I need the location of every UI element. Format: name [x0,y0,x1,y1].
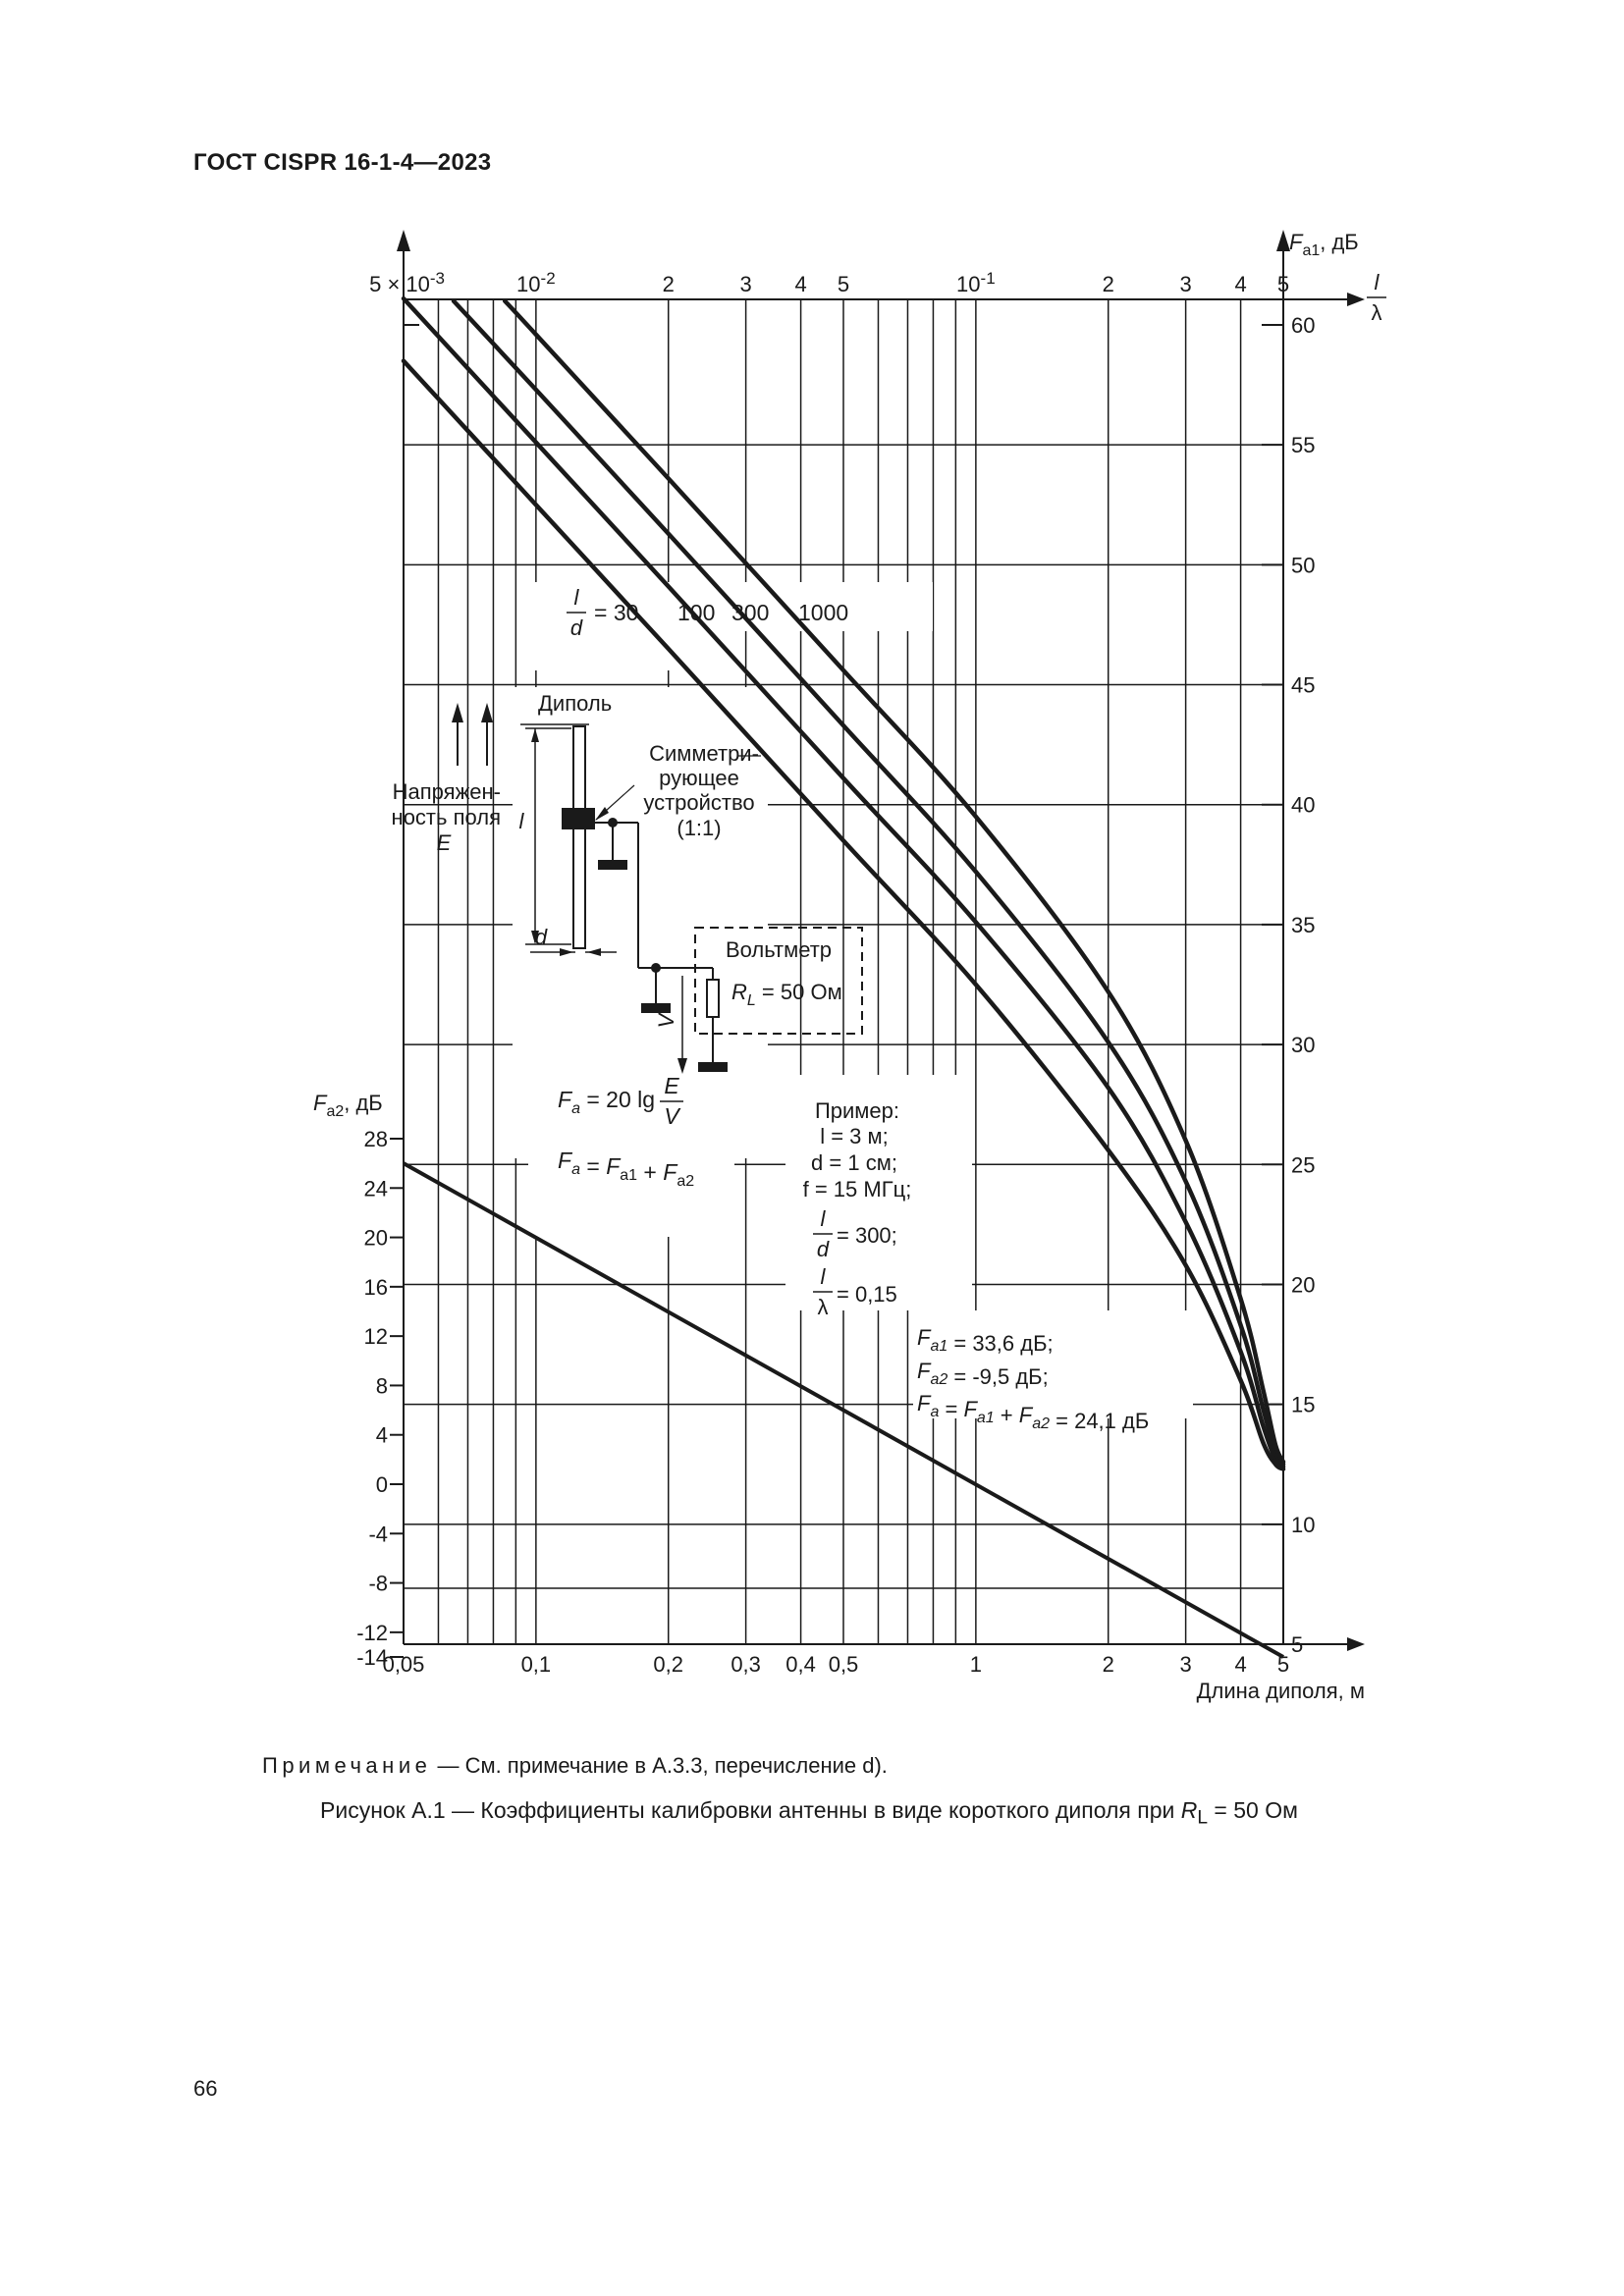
top-tick-label: 3 [1179,272,1192,296]
ticks-layer [313,230,1386,1703]
left-tick-label: 0 [375,1472,388,1497]
caption-sub: L [1197,1807,1209,1829]
formula-1-lhs: $F_a = 20$ lg [558,1087,656,1117]
formula-1-num: E [664,1073,679,1098]
right-tick-label: 55 [1291,433,1316,458]
right-axis-arrowhead [1276,230,1290,251]
left-tick-label: 24 [363,1176,388,1201]
left-tick-label: 4 [375,1422,388,1448]
example-d: d = 1 см; [811,1150,897,1175]
example-ld-value: = 300; [837,1223,897,1248]
top-tick-label: $10^{-2}$ [516,269,556,296]
length-label: l [518,809,524,833]
v-label: V [654,1013,678,1029]
left-tick-label: 12 [363,1324,388,1350]
formula-2: $F_a = F_{a1} + F_{a2}$ [558,1148,695,1190]
top-tick-label: 4 [1234,272,1247,296]
note-text: — См. примечание в А.3.3, перечисление d). [431,1753,888,1778]
top-tick-label: $10^{-1}$ [956,269,996,296]
balun-label-3: устройство [643,790,755,815]
example-ld-num: l [820,1206,826,1231]
balun-ground [598,860,627,870]
right-axis-label: $F_{a1}$, дБ [1289,230,1359,259]
ld-value-1: 100 [677,600,716,625]
bottom-tick-label: 3 [1179,1652,1192,1677]
figure-caption [320,1797,1298,1830]
field-label-1: Напряжен- [392,779,501,804]
top-axis-arrowhead [1347,293,1365,306]
bottom-tick-label: 0,3 [731,1652,761,1677]
balun-label-4: (1:1) [677,816,722,840]
rl-label: $R_L = 50$ Ом [731,980,842,1009]
field-label-2: ность поля [391,805,501,829]
left-tick-label: 20 [363,1225,388,1251]
result-fa1: $F_{a1} = 33,6$ дБ; [917,1325,1054,1356]
top-axis-quantity-den: λ [1371,300,1382,325]
example-ld-den: d [816,1237,830,1261]
label-backdrop [530,582,677,670]
top-tick-label: 5 [1276,272,1290,296]
field-arrowhead-2 [481,703,493,722]
top-tick-label: 2 [662,272,675,296]
right-tick-label: 60 [1291,313,1316,338]
page-number: 66 [193,2076,218,2101]
right-tick-label: 15 [1291,1392,1316,1417]
example-llambda-num: l [820,1264,826,1289]
document-header: ГОСТ CISPR 16-1-4—2023 [193,149,492,176]
bottom-tick-label: 4 [1234,1652,1247,1677]
right-tick-label: 45 [1291,672,1316,698]
left-axis-arrowhead [397,230,410,251]
example-llambda-den: λ [817,1295,829,1319]
resistor [707,980,719,1017]
right-tick-label: 30 [1291,1033,1316,1058]
right-tick-label: 50 [1291,553,1316,578]
top-tick-label: 4 [794,272,807,296]
left-tick-label: 16 [363,1274,388,1300]
bottom-tick-label: 2 [1102,1652,1114,1677]
left-tick-label: -14 [356,1645,388,1670]
top-tick-label: $5 \times 10^{-3}$ [369,269,445,296]
balun-label-2: рующее [659,766,739,790]
left-tick-label: -12 [356,1620,388,1645]
result-fa: $F_a = F_{a1} + F_{a2} = 24,1$ дБ [917,1391,1150,1433]
bottom-tick-label: 1 [969,1652,982,1677]
figure-note [262,1753,888,1779]
top-axis-quantity-num: l [1374,270,1380,294]
right-tick-label: 40 [1291,792,1316,818]
ld-value-2: 300 [731,600,770,625]
right-tick-label: 35 [1291,912,1316,937]
caption-text: Рисунок А.1 — Коэффициенты калибровки антенны в виде короткого диполя при [320,1797,1181,1823]
diameter-label: d [534,925,548,949]
right-tick-label: 5 [1291,1632,1304,1657]
left-tick-label: -4 [368,1522,388,1547]
caption-tail: = 50 Ом [1208,1797,1298,1823]
left-tick-label: 28 [363,1127,388,1151]
example-title: Пример: [814,1098,900,1123]
example-l: l = 3 м; [820,1124,889,1148]
field-arrowhead-1 [452,703,463,722]
bottom-tick-label: 0,05 [382,1652,425,1677]
right-tick-label: 25 [1291,1152,1316,1178]
voltmeter-ground-left [641,1003,671,1013]
bottom-tick-label: 0,5 [828,1652,859,1677]
bottom-tick-label: 0,4 [785,1652,816,1677]
bottom-tick-label: 0,1 [520,1652,552,1677]
example-llambda-value: = 0,15 [837,1282,897,1307]
example-f: f = 15 МГц; [802,1177,912,1201]
balun-label-1: Симметри- [649,741,759,766]
left-tick-label: 8 [375,1373,388,1399]
voltmeter-label: Вольтметр [725,937,833,962]
right-tick-label: 10 [1291,1512,1316,1537]
top-tick-label: 5 [837,272,850,296]
note-label: Примечание [262,1753,432,1778]
bottom-tick-label: 0,2 [653,1652,684,1677]
right-tick-label: 20 [1291,1272,1316,1298]
bottom-axis-arrowhead [1347,1637,1365,1651]
bottom-axis-label: Длина диполя, м [1196,1679,1365,1703]
left-axis-label: $F_{a2}$, дБ [313,1091,383,1120]
field-var: E [436,830,452,855]
ld-label-num: l [573,585,579,610]
top-tick-label: 2 [1102,272,1114,296]
balun-block [562,808,595,829]
left-tick-label: -8 [368,1571,388,1596]
caption-var: R [1180,1797,1198,1823]
ld-value-3: 1000 [798,600,849,625]
voltmeter-ground-right [698,1062,728,1072]
dipole-element [573,726,585,948]
ld-label-den: d [569,615,583,640]
top-tick-label: 3 [739,272,752,296]
ld-value-0: = 30 [594,600,639,625]
bottom-tick-label: 5 [1276,1652,1290,1677]
formula-1-den: V [664,1103,679,1129]
dipole-label: Диполь [538,691,613,716]
result-fa2: $F_{a2} = -9,5$ дБ; [917,1359,1049,1389]
